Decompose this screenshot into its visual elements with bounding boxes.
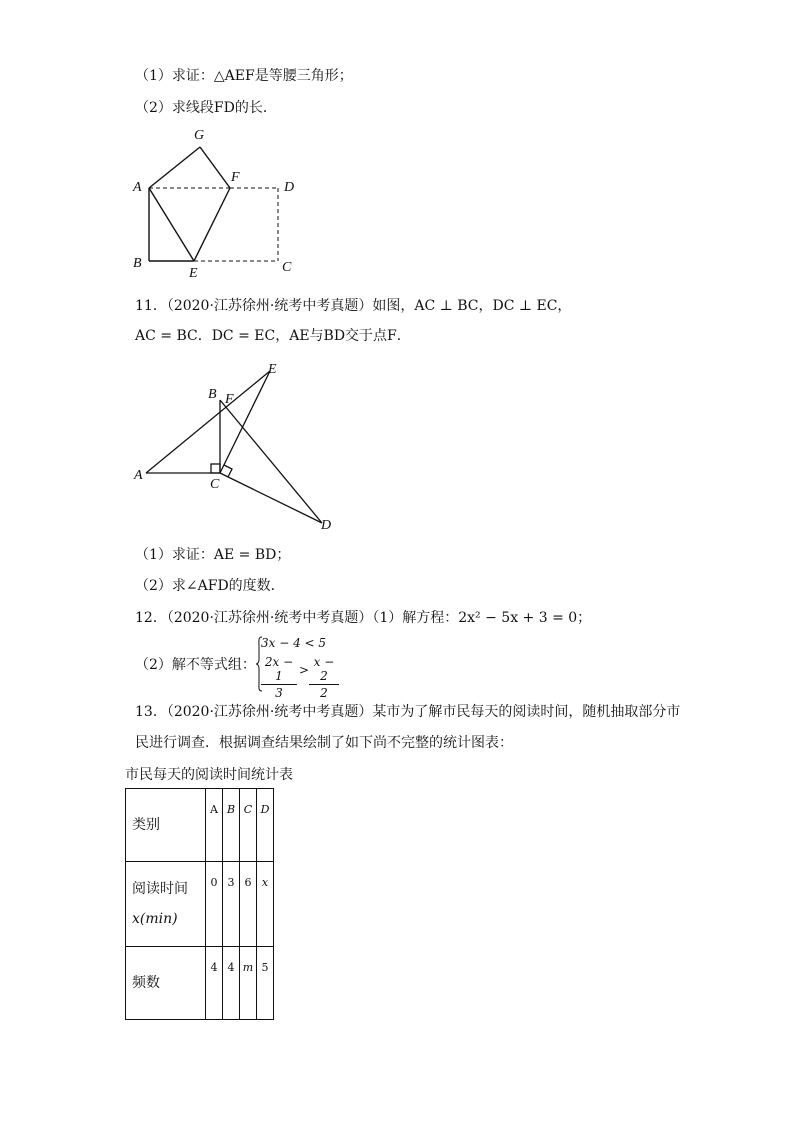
table-cell: 5	[257, 947, 274, 1020]
fraction-1-num: 2x − 1	[264, 655, 294, 683]
q11-part2: （2）求∠AFD的度数．	[135, 578, 285, 594]
label-B: B	[208, 387, 217, 402]
table-row	[126, 862, 274, 947]
table-cell: 6	[240, 862, 257, 947]
table-cell: D	[257, 789, 274, 862]
label-E: E	[268, 362, 277, 377]
q12-part2-label: （2）解不等式组：	[135, 657, 256, 673]
row-header: 频数	[126, 947, 206, 1020]
label-F: F	[231, 170, 240, 185]
q10-figure	[125, 120, 315, 280]
label-D: D	[321, 518, 332, 533]
q12-line1: 12．（2020·江苏徐州·统考中考真题）（1）解方程：2x² − 5x + 3 = 0；	[135, 610, 592, 626]
table-title: 市民每天的阅读时间统计表	[125, 767, 293, 783]
inequality-system	[255, 636, 355, 700]
table-cell: m	[240, 947, 257, 1020]
table-cell: C	[240, 789, 257, 862]
label-A: A	[134, 468, 143, 483]
reading-time-table	[125, 788, 274, 1020]
label-C: C	[210, 477, 220, 492]
table-cell: 4	[206, 947, 223, 1020]
row-header: 类别	[126, 789, 206, 862]
fraction-1	[261, 655, 297, 700]
table-cell: 4	[223, 947, 240, 1020]
table-cell: 3	[223, 862, 240, 947]
fraction-2-den: 2	[320, 686, 328, 700]
table-row	[126, 947, 274, 1020]
label-F: F	[225, 392, 234, 407]
row-header	[126, 862, 206, 947]
row-header-line2: x(min)	[132, 911, 178, 927]
q13-line2: 民进行调查．根据调查结果绘制了如下尚不完整的统计图表：	[135, 735, 513, 751]
inequality-op: >	[299, 663, 310, 677]
label-G: G	[194, 128, 205, 143]
q11-part1: （1）求证：AE = BD；	[135, 547, 291, 563]
table-row	[126, 789, 274, 862]
inequality-1: 3x − 4 < 5	[261, 636, 327, 650]
table-cell: A	[206, 789, 223, 862]
fraction-2	[309, 655, 339, 700]
label-D: D	[284, 180, 295, 195]
table-cell: B	[223, 789, 240, 862]
row-header-line1: 阅读时间	[132, 881, 188, 897]
label-E: E	[189, 266, 198, 280]
label-B: B	[133, 256, 142, 271]
table-cell: x	[257, 862, 274, 947]
q11-line2: AC = BC．DC = EC，AE与BD交于点F．	[135, 328, 411, 344]
table-cell: 0	[206, 862, 223, 947]
label-A: A	[133, 180, 142, 195]
q10-part2: （2）求线段FD的长．	[135, 100, 277, 116]
q11-figure	[125, 355, 345, 535]
q10-part1: （1）求证：△AEF是等腰三角形；	[135, 68, 353, 84]
fraction-1-den: 3	[275, 686, 283, 700]
fraction-2-num: x − 2	[313, 655, 335, 683]
q11-line1: 11．（2020·江苏徐州·统考中考真题）如图，AC ⊥ BC，DC ⊥ EC，	[135, 298, 572, 314]
label-C: C	[282, 260, 292, 275]
q13-line1: 13．（2020·江苏徐州·统考中考真题）某市为了解市民每天的阅读时间，随机抽取部分市	[135, 704, 681, 720]
